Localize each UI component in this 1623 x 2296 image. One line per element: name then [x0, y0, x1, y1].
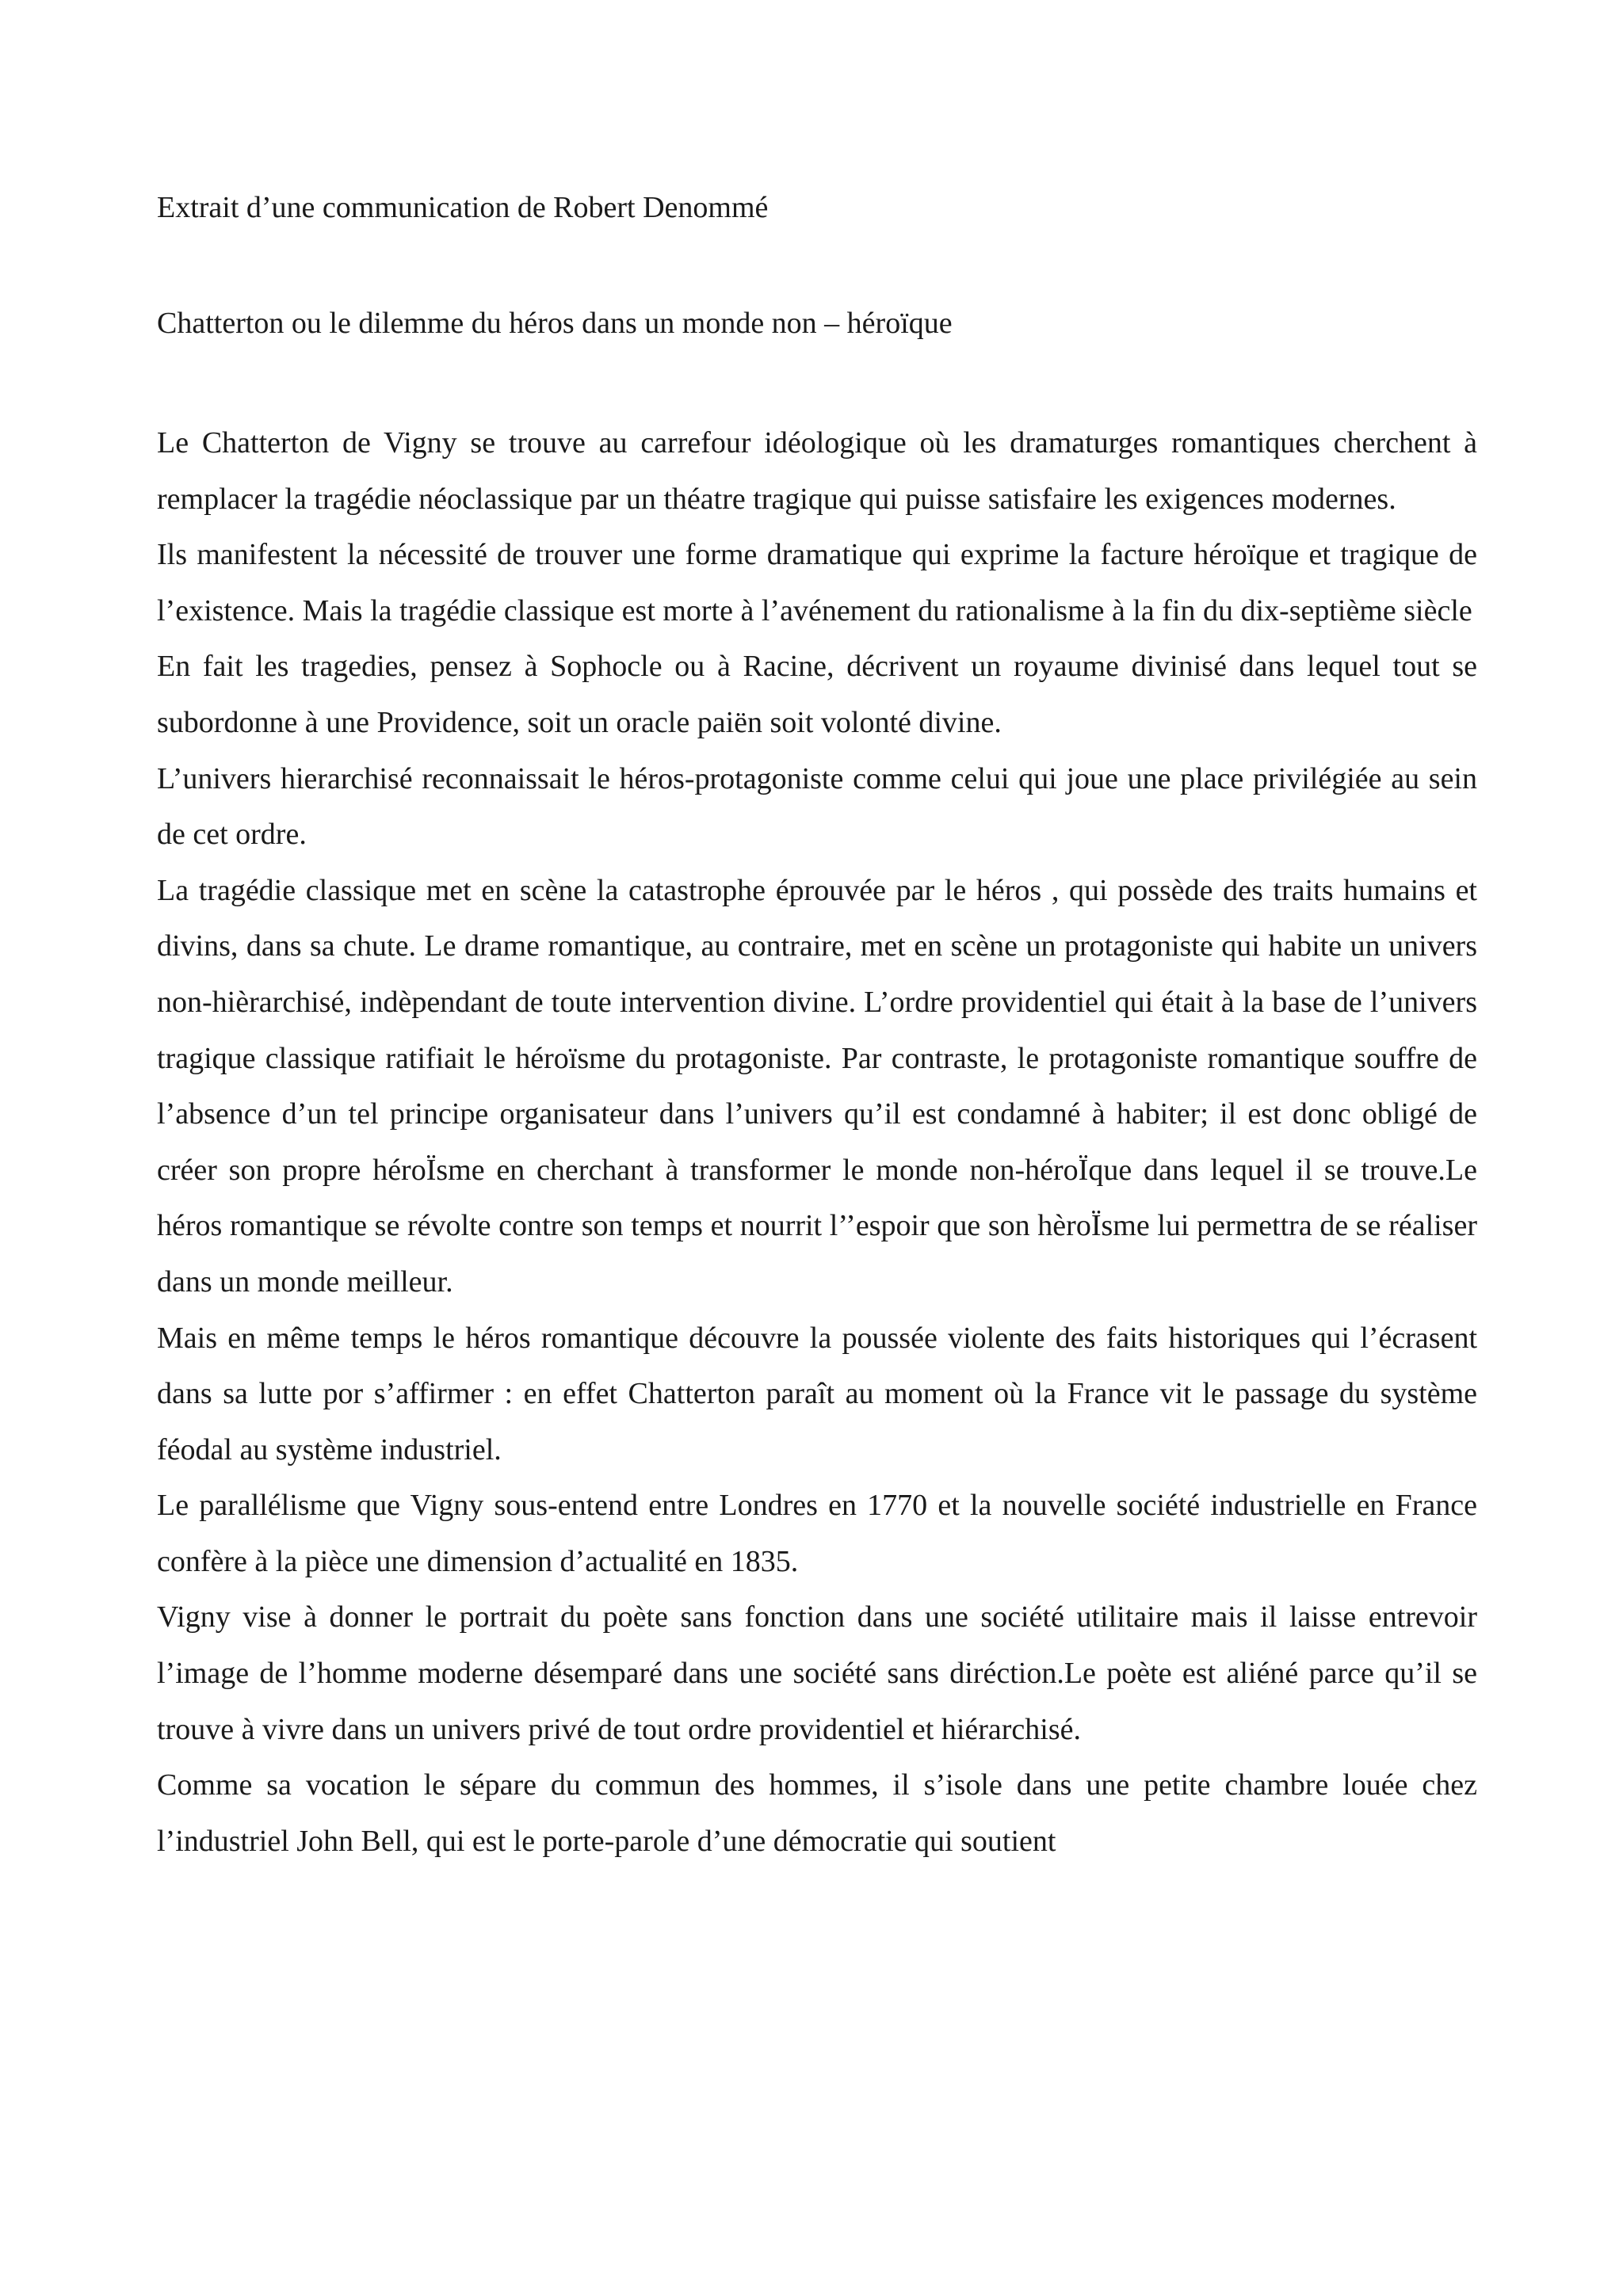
document-title: Chatterton ou le dilemme du héros dans un monde non – héroïque — [157, 307, 953, 340]
author-line: Extrait d’une communication de Robert Denommé — [157, 191, 769, 224]
paragraph-6: Mais en même temps le héros romantique découvre la poussée violente des faits historiques qui l’écrasent dans sa lutte por s’affirmer : en effet Chatterton paraît au moment où la France vit le passage du système féodal au système industriel. — [157, 1321, 1477, 1466]
paragraph-8: Vigny vise à donner le portrait du poète sans fonction dans une société utilitaire mais il laisse entrevoir l’image de l’homme moderne désemparé dans une société sans diréction.Le poète est aliéné parce qu’il se trouve à vivre dans un univers privé de tout ordre providentiel et hiérarchisé. — [157, 1600, 1477, 1746]
paragraph-7: Le parallélisme que Vigny sous-entend entre Londres en 1770 et la nouvelle société industrielle en France confère à la pièce une dimension d’actualité en 1835. — [157, 1489, 1477, 1578]
paragraph-3: En fait les tragedies, pensez à Sophocle ou à Racine, décrivent un royaume divinisé dans lequel tout se subordonne à une Providence, soit un oracle paiën soit volonté divine. — [157, 650, 1477, 739]
body-text — [157, 415, 1477, 1869]
paragraph-5: La tragédie classique met en scène la catastrophe éprouvée par le héros , qui possède des traits humains et divins, dans sa chute. Le drame romantique, au contraire, met en scène un protagoniste qui habite un univers non-hièrarchisé, indèpendant de toute intervention divine. L’ordre providentiel qui était à la base de l’univers tragique classique ratifiait le héroïsme du protagoniste. Par contraste, le protagoniste romantique souffre de l’absence d’un tel principe organisateur dans l’univers qu’il est condamné à habiter; il est donc obligé de créer son propre héroÏsme en cherchant à transformer le monde non-héroÏque dans lequel il se trouve.Le héros romantique se révolte contre son temps et nourrit l’’espoir que son hèroÏsme lui permettra de se réaliser dans un monde meilleur. — [157, 873, 1477, 1299]
paragraph-1: Le Chatterton de Vigny se trouve au carrefour idéologique où les dramaturges romantiques cherchent à remplacer la tragédie néoclassique par un théatre tragique qui puisse satisfaire les exigences modernes. — [157, 426, 1477, 516]
paragraph-2: Ils manifestent la nécessité de trouver une forme dramatique qui exprime la facture héroïque et tragique de l’existence. Mais la tragédie classique est morte à l’avénement du rationalisme à la fin du dix-septième siècle — [157, 538, 1477, 627]
paragraph-4: L’univers hierarchisé reconnaissait le héros-protagoniste comme celui qui joue une place privilégiée au sein de cet ordre. — [157, 761, 1477, 852]
document-page — [157, 189, 1477, 1869]
paragraph-9: Comme sa vocation le sépare du commun des hommes, il s’isole dans une petite chambre louée chez l’industriel John Bell, qui est le porte-parole d’une démocratie qui soutient — [157, 1768, 1477, 1858]
